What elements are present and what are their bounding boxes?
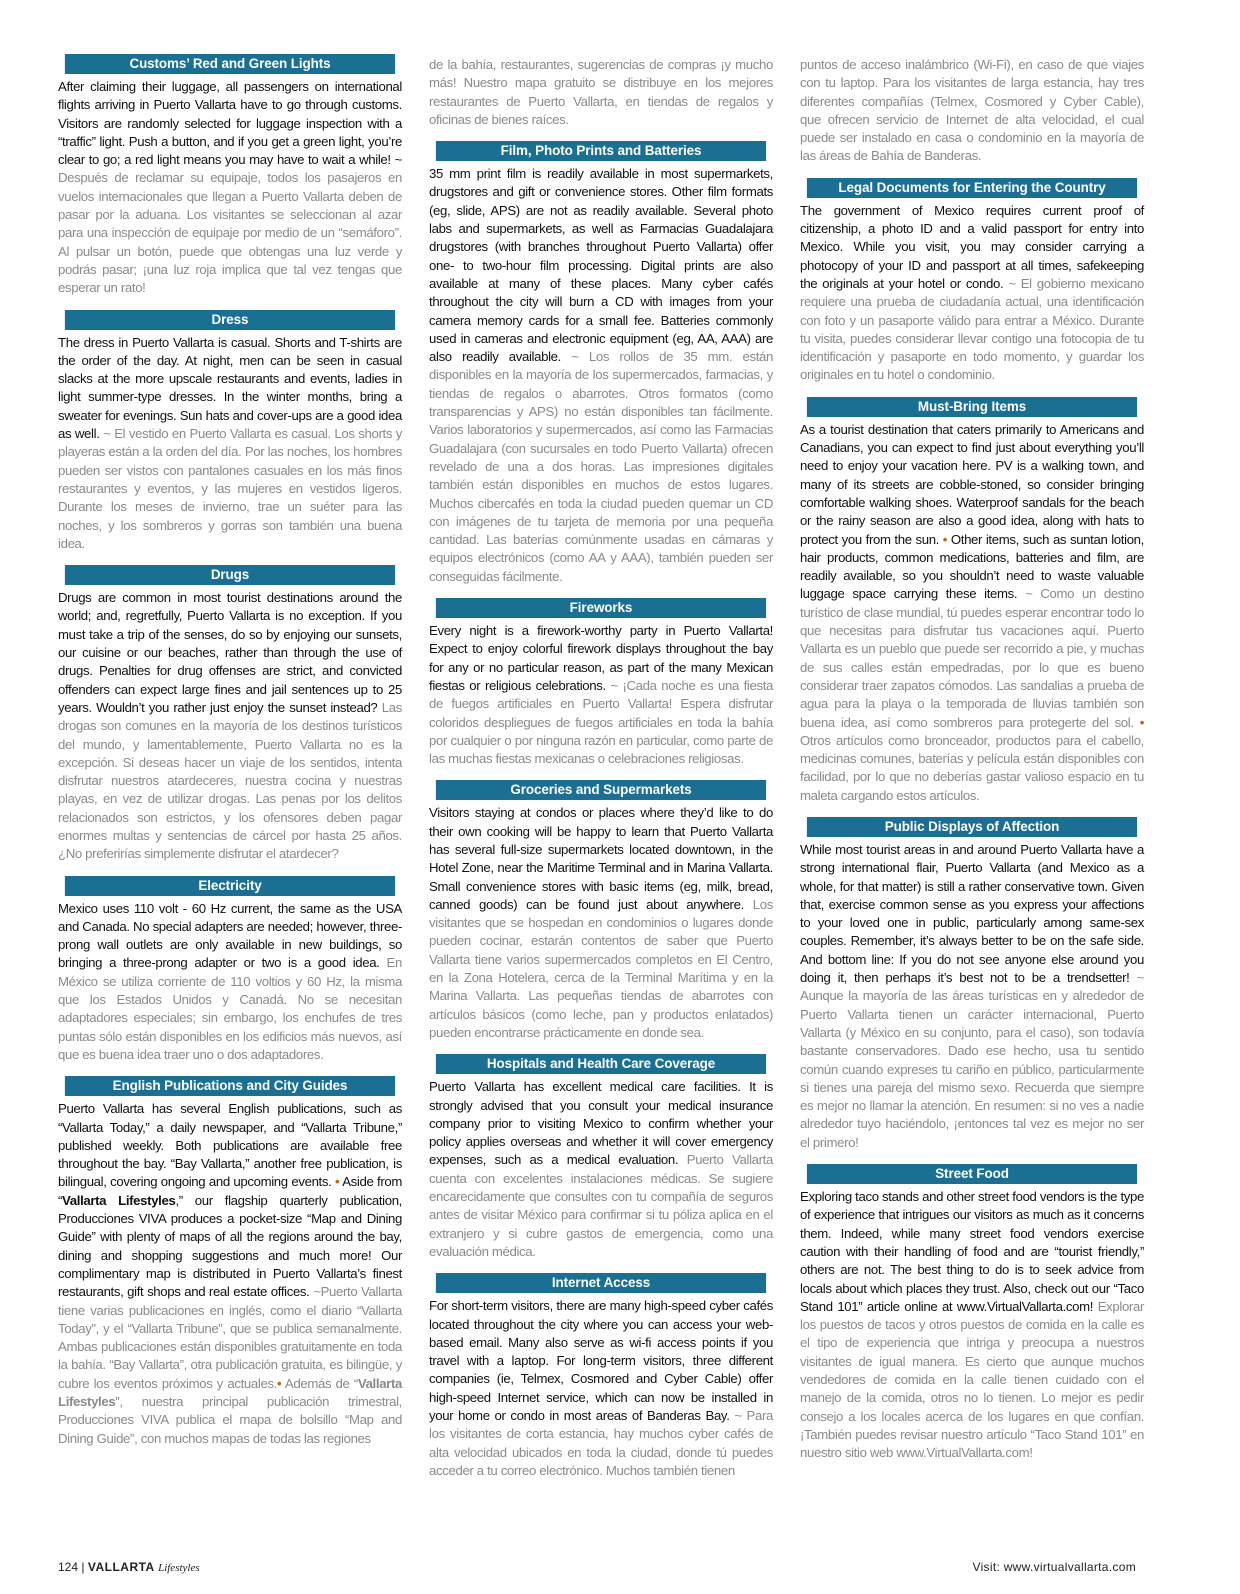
spanish-text: ”, nuestra principal publicación trimestral, Producciones VIVA publica el mapa de bolsillo “Map and Dining Guide”, con muchos mapas de todas las regiones (58, 1394, 402, 1446)
section-fireworks (429, 598, 773, 768)
section-title: Film, Photo Prints and Batteries (436, 141, 766, 161)
section-title: Internet Access (436, 1273, 766, 1293)
section-title: Legal Documents for Entering the Country (807, 178, 1137, 198)
spanish-text: ~ Como un destino turístico de clase mundial, tú puedes esperar encontrar todo lo que necesitas para disfrutar tus vacaciones aquí. Puerto Vallarta es un pueblo que puede ser recorrido a pie, y muchas de sus calles están empedradas, por lo que es bueno considerar traer zapatos cómodos. Las sandalias a prueba de agua para la playa o la temporada de lluvias también son buena idea, así como sombreros para protegerte del sol. (800, 586, 1144, 730)
english-text: The government of Mexico requires current proof of citizenship, a photo ID and a valid passport for entry into Mexico. While you visit, you may consider carrying a photocopy of your ID and passport at all times, safekeeping the originals at your hotel or condo. (800, 202, 1144, 291)
spanish-text: ~ Los rollos de 35 mm. están disponibles en la mayoría de los supermercados, farmacias, y tiendas de regalos o abarrotes. Otros formatos (como transparencias y APS) no están disponibles tan fácilmente. Varios laboratorios y supermercados, así como las Farmacias Guadalajara (con sucursales en todo Puerto Vallarta) ofrecen revelado de una a dos horas. Las impresiones digitales también están disponibles en muchos de estos lugares. Muchos cibercafés en toda la ciudad pueden quemar un CD con imágenes de tu tarjeta de memoria por una pequeña cantidad. Las baterías comúnmente usadas en cámaras y equipos electrónicos (como AA y AAA), también pueden ser conseguidas fácilmente. (429, 349, 773, 584)
english-text: Exploring taco stands and other street food vendors is the type of experience that intrigues our visitors as much as it concerns them. Indeed, while many street food vendors exercise caution with their handling of food and are “tourist friendly,” others are not. The best thing to do is to seek advice from locals about which places they trust. Also, check out our “Taco Stand 101” article online at www.VirtualVallarta.com! (800, 1189, 1144, 1314)
section-title: Fireworks (436, 598, 766, 618)
english-text: As a tourist destination that caters primarily to Americans and Canadians, you can expect to find just about everything you’ll need to enjoy your vacation here. PV is a walking town, and many of its streets are cobble-stoned, so consider bringing comfortable walking shoes. Waterproof sandals for the beach or the rainy season are also a good idea, along with hats to protect you from the sun. (800, 421, 1144, 547)
spanish-text: En México se utiliza corriente de 110 voltios y 60 Hz, la misma que los Estados Unidos y Canadá. No se necesitan adaptadores especiales; sin embargo, los enchufes de tres puntas sólo están disponibles en los edificios más nuevos, así que es buena idea traer uno o dos adaptadores. (58, 955, 402, 1062)
section-title: Groceries and Supermarkets (436, 780, 766, 800)
english-text: 35 mm print film is readily available in most supermarkets, drugstores and gift or convenience stores. Other film formats (eg, slide, APS) are not as readily available. Several photo labs and supermarkets, as well as Farmacias Guadalajara drugstores (with branches throughout Puerto Vallarta) offer one- to two-hour film processing. Digital prints are also available at many of these places. Many cyber cafés throughout the city will burn a CD with images from your camera memory cards for a small fee. Batteries commonly used in cameras and electronic equipment (eg, AA, AAA) are also readily available. (429, 166, 773, 365)
spanish-text: Las drogas son comunes en la mayoría de los destinos turísticos del mundo, y lamentablemente, Puerto Vallarta no es la excepción. Si deseas hacer un viaje de los sentidos, intenta disfrutar nuestros atardeceres, nuestra cocina y nuestras playas, en vez de utilizar drogas. Las penas por los delitos relacionados son estrictos, y los ofensores deben pagar enormes multas y sentencias de cárcel por hasta 25 años. ¿No preferirías simplemente disfrutar el atardecer? (58, 699, 402, 862)
spanish-text: Además de “ (284, 1375, 358, 1391)
english-text: Other items, such as suntan lotion, hair products, common medications, batteries and film, are readily available, so you shouldn’t need to waste valuable luggage space carrying these items. (800, 531, 1144, 602)
magazine-logo-sub: Lifestyles (158, 1562, 200, 1574)
section-dress (58, 310, 402, 554)
spanish-text: Explorar los puestos de tacos y otros puestos de comida en la calle es el tipo de experiencia que intriga y preocupa a nuestros visitantes de igual manera. Es cierto que aunque muchos vendedores de comida en la calle tienen cuidado con el manejo de la comida, otros no lo tienen. Lo mejor es pedir consejo a los locales acerca de los lugares en que confían. ¡También puedes revisar nuestro artículo “Taco Stand 101” en nuestro sitio web www.VirtualVallarta.com! (800, 1298, 1144, 1461)
spanish-text: Otros artículos como bronceador, productos para el cabello, medicinas comunes, baterías y película están disponibles con facilidad, por lo que no deberías gastar valioso espacio en tu maleta cargando estos artículos. (800, 732, 1144, 803)
english-text: Visitors staying at condos or places where they’d like to do their own cooking will be happy to learn that Puerto Vallarta has several full-size supermarkets located downtown, in the Hotel Zone, near the Maritime Terminal and in Marina Vallarta. Small convenience stores with basic items (eg, milk, bread, canned goods) can be found just about anywhere. (429, 805, 773, 912)
magazine-name: Vallarta Lifestyles (62, 1192, 176, 1208)
english-text: Aside from “ (58, 1174, 402, 1208)
page-number: 124 (58, 1560, 79, 1574)
section-electricity (58, 876, 402, 1065)
english-text: Mexico uses 110 volt - 60 Hz current, the same as the USA and Canada. No special adapters are needed; however, three-prong wall outlets are only available in new buildings, so bringing a three-prong adapter or two is a good idea. (58, 900, 402, 971)
bullet-icon: • (1139, 714, 1144, 730)
column-1 (58, 54, 402, 1460)
english-text: While most tourist areas in and around Puerto Vallarta have a strong international flair, Puerto Vallarta (and Mexico as a whole, for that matter) is still a rather conservative town. Given that, exercise common sense as you express your affections to your loved one in public, particularly among same-sex couples. Remember, it’s always better to be on the safe side. And bottom line: If you do not see anyone else around you doing it, then perhaps it’s best not to be a trendsetter! (800, 841, 1144, 986)
spanish-text: ~ ¡Cada noche es una fiesta de fuegos artificiales en Puerto Vallarta! Espera disfrutar coloridos despliegues de fuegos artificiales en toda la bahía por cualquier o por ninguna razón en particular, como parte de las muchas fiestas mexicanas o celebraciones religiosas. (429, 677, 773, 767)
spanish-text: Puerto Vallarta cuenta con excelentes instalaciones médicas. Se sugiere encarecidamente que consultes con tu compañía de seguros antes de visitar México para confirmar si tu póliza aplica en el extranjero y si cubre gastos de emergencia, como una evaluación médica. (429, 1152, 773, 1259)
section-publications-continued (429, 56, 773, 129)
section-must-bring (800, 397, 1144, 805)
section-publications (58, 1076, 402, 1448)
footer-separator: | (81, 1560, 85, 1574)
section-title: Customs’ Red and Green Lights (65, 54, 395, 74)
section-legal (800, 178, 1144, 385)
english-text: After claiming their luggage, all passengers on international flights arriving in Puerto Vallarta have to go through customs. Visitors are randomly selected for luggage inspection with a “traffic” light. Push a button, and if you get a green light, you’re clear to go; a red light means you may have to wait a while! ~ (58, 79, 402, 168)
spanish-text: ~ Para los visitantes de corta estancia, hay muchos cyber cafés de alta velocidad ubicados en toda la ciudad, donde tú puedes acceder a tu correo electrónico. Muchos también tienen (429, 1408, 774, 1478)
section-title: Hospitals and Health Care Coverage (436, 1054, 766, 1074)
spanish-text: de la bahía, restaurantes, sugerencias de compras ¡y mucho más! Nuestro mapa gratuito se distribuye en los mejores restaurantes de Puerto Vallarta, en tiendas de regalos y oficinas de bienes raíces. (429, 57, 773, 127)
spanish-text: Los visitantes que se hospedan en condominios o lugares donde pueden cocinar, estarán contentos de saber que Puerto Vallarta tiene varios supermercados completos en El Centro, en la Zona Hotelera, cerca de la Terminal Marítima y en la Marina Vallarta. Las pequeñas tiendas de abarrotes con artículos básicos (como leche, pan y productos enlatados) pueden encontrarse prácticamente en donde sea. (429, 896, 773, 1040)
section-title: Public Displays of Affection (807, 817, 1137, 837)
page-footer-right: Visit: www.virtualvallarta.com (972, 1560, 1136, 1574)
english-text: The dress in Puerto Vallarta is casual. Shorts and T-shirts are the order of the day. At night, men can be seen in casual slacks at the more upscale restaurants and events, ladies in light summer-type dresses. In the winter months, bring a sweater for evenings. Sun hats and cover-ups are a good idea as well. (58, 334, 402, 442)
spanish-text: ~Puerto Vallarta tiene varias publicaciones en inglés, como el diario “Vallarta Today”, y el “Vallarta Tribune”, que se publica semanalmente. Ambas publicaciones están disponibles gratuitamente en toda la bahía. “Bay Vallarta”, otra publicación gratuita, es bilingüe, y cubre los eventos próximos y actuales. (58, 1284, 402, 1391)
section-title: Must-Bring Items (807, 397, 1137, 417)
english-text: Drugs are common in most tourist destinations around the world; and, regretfully, Puerto Vallarta is no exception. If you must take a trip of the senses, do so by enjoying our sunsets, our cuisine or our beaches, rather than through the use of drugs. Penalties for drug offenses are strict, and convicted offenders can expect large fines and jail sentences up to 25 years. Wouldn’t you rather just enjoy the sunset instead? (58, 590, 402, 715)
bullet-icon: • (942, 531, 948, 547)
magazine-logo: VALLARTA (87, 1560, 155, 1574)
section-drugs (58, 565, 402, 863)
page-footer-left (58, 1560, 200, 1574)
spanish-text: ~ El gobierno mexicano requiere una prueba de ciudadanía actual, una identificación con foto y un pasaporte válido para entrar a México. Durante tu visita, puedes considerar llevar contigo una fotocopia de tu identificación y pasaporte en todo momento, y guardar los originales en tu hotel o condominio. (800, 275, 1144, 383)
spanish-text: puntos de acceso inalámbrico (Wi-Fi), en caso de que viajes con tu laptop. Para los visitantes de larga estancia, hay tres diferentes compañías (Telmex, Cosmored y Cyber Cable), que ofrecen servicio de Internet de alta velocidad, el cual puede ser instalado en casa o condominio en la mayoría de las áreas de Bahía de Banderas. (800, 57, 1144, 164)
english-text: ,” our flagship quarterly publication, Producciones VIVA produces a pocket-size “Map and Dining Guide” with plenty of maps of all the regions around the bay, dining and shopping suggestions and much more! Our complimentary map is distributed in Puerto Vallarta’s finest restaurants, gift shops and real estate offices. (58, 1192, 402, 1300)
section-film (429, 141, 773, 586)
english-text: Every night is a firework-worthy party in Puerto Vallarta! Expect to enjoy colorful firework displays throughout the bay for any or no particular reason, as part of the many Mexican fiestas or religious celebrations. (429, 623, 773, 693)
section-title: English Publications and City Guides (65, 1076, 395, 1096)
section-internet (429, 1273, 773, 1480)
spanish-text: ~ El vestido en Puerto Vallarta es casual. Los shorts y playeras están a la orden del día. Por las noches, los hombres pueden ser vistos con pantalones casuales en los más finos restaurantes y eventos, y las mujeres en vestidos ligeros. Durante los meses de invierno, trae un suéter para las noches, y los sombreros y gorras son también una buena idea. (58, 426, 402, 551)
section-title: Dress (65, 310, 395, 330)
bullet-icon: • (335, 1174, 340, 1190)
section-groceries (429, 780, 773, 1042)
section-title: Electricity (65, 876, 395, 896)
english-text: Puerto Vallarta has several English publications, such as “Vallarta Today,” a daily newspaper, and “Vallarta Tribune,” published weekly. Both publications are available free throughout the bay. “Bay Vallarta,” another free publication, is bilingual, covering ongoing and upcoming events. (58, 1101, 402, 1190)
section-title: Street Food (807, 1164, 1137, 1184)
column-3 (800, 56, 1144, 1474)
magazine-name: Vallarta Lifestyles (58, 1375, 402, 1409)
bullet-icon: • (277, 1375, 282, 1391)
column-2 (429, 56, 773, 1492)
section-affection (800, 817, 1144, 1152)
english-text: Puerto Vallarta has excellent medical care facilities. It is strongly advised that you consult your medical insurance company prior to visiting Mexico to confirm whether your policy applies overseas and whether it will cover emergency expenses, such as a medical evaluation. (429, 1079, 773, 1168)
section-title: Drugs (65, 565, 395, 585)
section-street-food (800, 1164, 1144, 1462)
spanish-text: Después de reclamar su equipaje, todos los pasajeros en vuelos internacionales que llegan a Puerto Vallarta deben de pasar por la aduana. Los visitantes se seleccionan al azar para una inspección de equipaje por medio de un “semáforo”. Al pulsar un botón, puede que obtengas una luz verde y podrás pasar; ¡una luz roja implica que tal vez tengas que esperar un rato! (58, 170, 402, 296)
section-internet-continued (800, 56, 1144, 166)
english-text: For short-term visitors, there are many high-speed cyber cafés located throughout the city where you can access your web-based email. Many also serve as wi-fi access points if you travel with a laptop. For long-term visitors, three different companies (ie, Telmex, Cosmored and Cyber Cable) offer high-speed Internet service, which can now be installed in your home or condo in most areas of Banderas Bay. (429, 1298, 773, 1423)
spanish-text: ~ Aunque la mayoría de las áreas turísticas en y alrededor de Puerto Vallarta tienen un carácter internacional, Puerto Vallarta (y México en su conjunto, para el caso), son todavía bastante conservadores. Dado ese hecho, usa tu sentido común cuando expreses tu cariño en público, particularmente si tienes una pareja del mismo sexo. Recuerda que siempre es mejor no llamar la atención. En resumen: si no ves a nadie alrededor tuyo haciéndolo, ¡entonces tal vez es mejor no ser el primero! (800, 970, 1144, 1150)
section-customs (58, 54, 402, 298)
section-hospitals (429, 1054, 773, 1261)
